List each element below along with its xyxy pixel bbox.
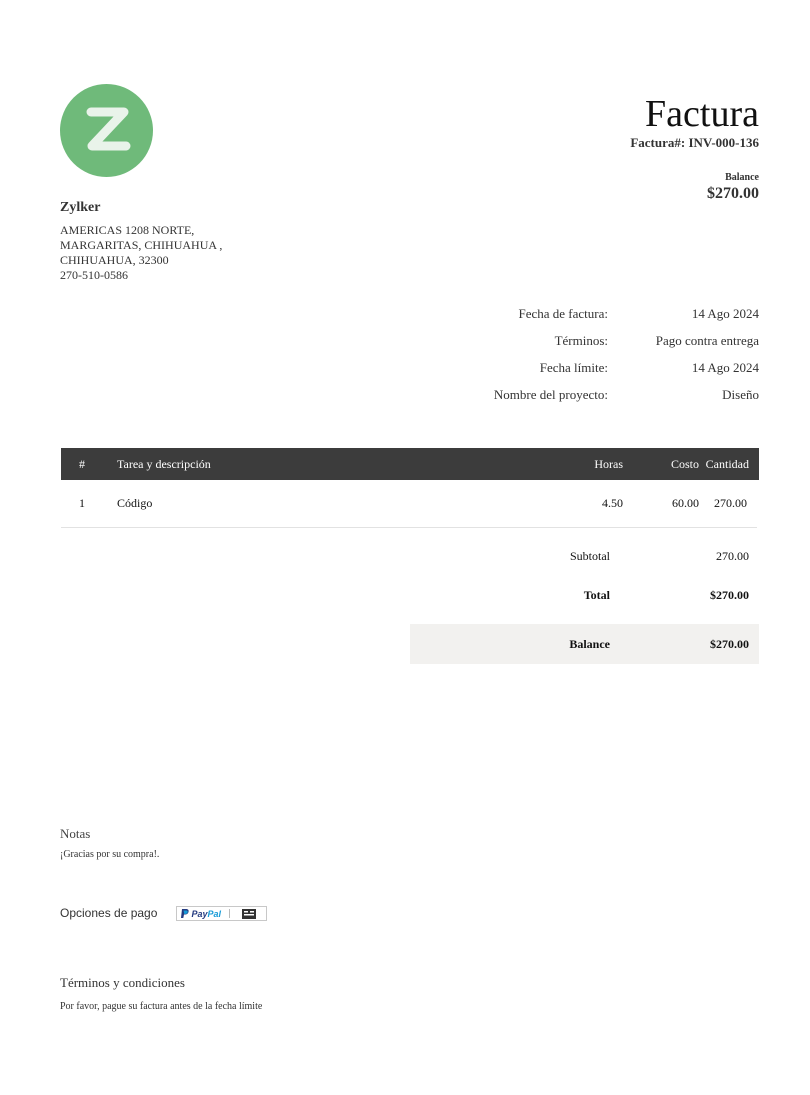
paypal-pay-text: Pay — [191, 909, 208, 919]
notes-text: ¡Gracias por su compra!. — [60, 849, 160, 860]
header-amount: Cantidad — [705, 456, 749, 471]
table-row — [61, 480, 757, 528]
meta-label: Términos: — [554, 333, 608, 348]
document-title: Factura — [645, 93, 759, 135]
items-table — [61, 448, 759, 528]
address-line: AMERICAS 1208 NORTE, — [60, 223, 195, 237]
paypal-p-icon — [181, 909, 189, 918]
table-header — [61, 448, 759, 480]
invoice-meta — [400, 306, 759, 414]
subtotal-row — [410, 538, 759, 574]
total-label: Total — [583, 587, 610, 602]
balance-label: Balance — [725, 172, 759, 183]
meta-row-date — [400, 306, 759, 333]
meta-row-terms — [400, 333, 759, 360]
row-description: Código — [117, 496, 153, 510]
payment-options-title: Opciones de pago — [60, 906, 158, 920]
paypal-pal-text: Pal — [207, 909, 222, 919]
balance-amount: $270.00 — [707, 185, 759, 202]
meta-value: 14 Ago 2024 — [691, 306, 759, 321]
row-cost: 60.00 — [672, 496, 699, 510]
balance-due-value: $270.00 — [710, 636, 749, 651]
header-description: Tarea y descripción — [117, 456, 211, 471]
bank-card-icon — [242, 909, 256, 919]
meta-label: Fecha límite: — [539, 360, 608, 375]
company-phone: 270-510-0586 — [60, 268, 128, 282]
total-row — [410, 574, 759, 616]
paypal-logo — [181, 908, 221, 920]
subtotal-label: Subtotal — [569, 548, 610, 563]
meta-value: 14 Ago 2024 — [691, 360, 759, 375]
invoice-number: Factura#: INV-000-136 — [630, 135, 759, 150]
notes-title: Notas — [60, 826, 91, 841]
company-name: Zylker — [60, 200, 101, 215]
terms-title: Términos y condiciones — [60, 975, 185, 990]
meta-label: Nombre del proyecto: — [493, 387, 608, 402]
header-num: # — [79, 456, 85, 471]
badge-divider — [229, 909, 230, 918]
terms-text: Por favor, pague su factura antes de la fecha límite — [60, 1001, 263, 1012]
meta-row-due-date — [400, 360, 759, 387]
meta-value: Diseño — [722, 387, 759, 402]
totals-block — [410, 538, 759, 664]
meta-label: Fecha de factura: — [518, 306, 608, 321]
meta-row-project — [400, 387, 759, 414]
meta-value: Pago contra entrega — [655, 333, 759, 348]
paypal-payment-button[interactable] — [176, 906, 267, 921]
address-line: CHIHUAHUA, 32300 — [60, 253, 169, 267]
company-address — [60, 223, 222, 283]
total-value: $270.00 — [710, 587, 749, 602]
balance-due-label: Balance — [569, 636, 610, 651]
header-hours: Horas — [594, 456, 623, 471]
address-line: MARGARITAS, CHIHUAHUA , — [60, 238, 223, 252]
subtotal-value: 270.00 — [716, 548, 749, 563]
row-hours: 4.50 — [602, 496, 623, 510]
logo-z-icon — [60, 84, 153, 177]
row-amount: 270.00 — [714, 496, 747, 510]
header-cost: Costo — [670, 456, 699, 471]
company-logo — [60, 84, 153, 177]
row-num: 1 — [79, 496, 85, 510]
balance-row — [410, 624, 759, 664]
